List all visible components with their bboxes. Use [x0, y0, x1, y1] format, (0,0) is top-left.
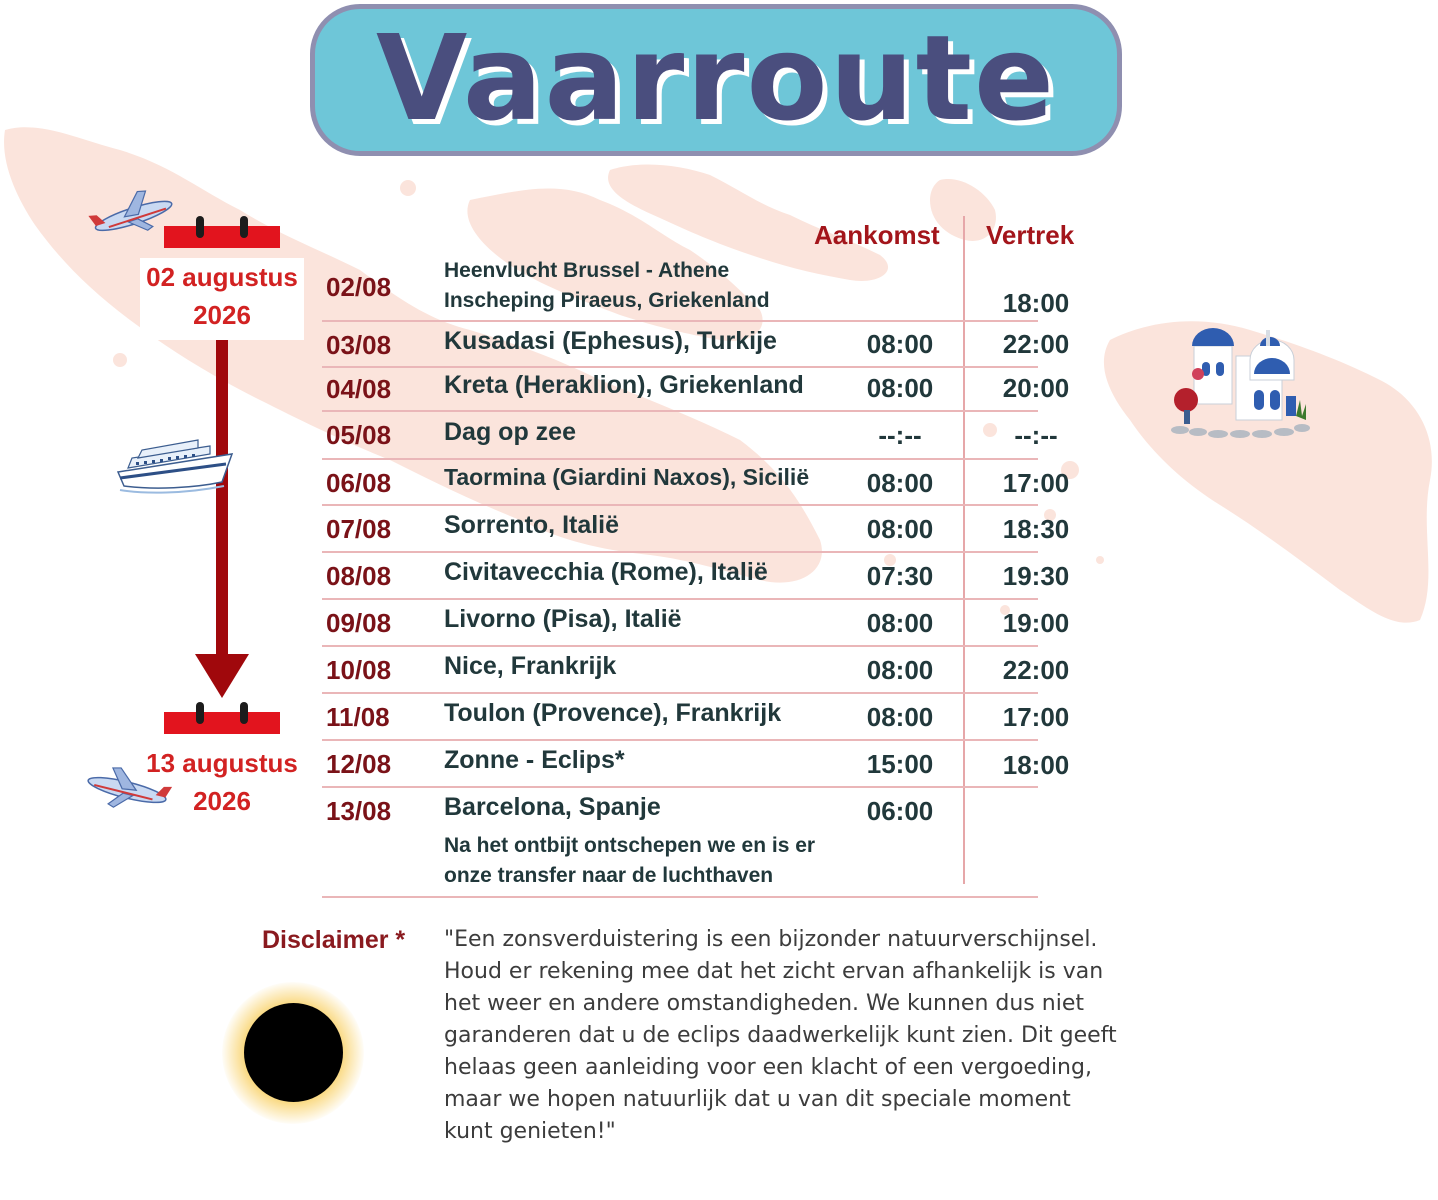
row-departure: 18:30 [1002, 514, 1070, 544]
row-arrival: --:-- [878, 420, 922, 450]
table-row [322, 368, 1070, 412]
row-departure: 17:00 [1002, 468, 1070, 498]
eclipse-disk [244, 1003, 343, 1102]
row-port: Zonne - Eclips* [444, 746, 625, 774]
disclaimer-label: Disclaimer * [262, 926, 406, 954]
end-date-line1: 13 augustus [146, 748, 298, 778]
row-port: Civitavecchia (Rome), Italië [444, 558, 768, 586]
row-port: Taormina (Giardini Naxos), Sicilië [444, 464, 810, 490]
row-arrival: 08:00 [866, 655, 934, 685]
row-date: 03/08 [326, 330, 392, 360]
row-departure: 20:00 [1002, 373, 1070, 403]
timeline-line [216, 340, 228, 660]
table-row [322, 647, 1070, 694]
table-row [322, 600, 1070, 647]
table-row [322, 506, 1070, 553]
row-port-note: onze transfer naar de luchthaven [444, 864, 774, 887]
row-departure: 22:00 [1002, 655, 1070, 685]
page-title: Vaarroute [375, 9, 1057, 147]
header-departure: Vertrek [986, 220, 1075, 250]
row-date: 06/08 [326, 468, 392, 498]
row-date: 12/08 [326, 749, 392, 779]
row-port: Kusadasi (Ephesus), Turkije [444, 327, 777, 355]
row-departure: --:-- [1014, 420, 1058, 450]
calendar-icon [164, 226, 280, 248]
row-date: 07/08 [326, 514, 392, 544]
row-arrival: 08:00 [866, 608, 934, 638]
table-row [322, 460, 1070, 506]
row-port-note: Na het ontbijt ontschepen we en is er [444, 834, 816, 857]
row-port: Toulon (Provence), Frankrijk [444, 699, 782, 727]
timeline-arrow-icon [195, 654, 249, 698]
cruise-ship-icon [114, 432, 236, 498]
row-date: 08/08 [326, 561, 392, 591]
santorini-church-icon [1166, 316, 1312, 446]
row-arrival: 15:00 [866, 749, 934, 779]
table-row [322, 412, 1058, 460]
start-date-line1: 02 augustus [146, 262, 298, 292]
row-date: 05/08 [326, 420, 392, 450]
table-row [322, 694, 1070, 741]
row-port: Heenvlucht Brussel - Athene [444, 259, 730, 282]
disclaimer-line: kunt genieten!" [444, 1119, 616, 1144]
disclaimer-line: "Een zonsverduistering is een bijzonder natuurverschijnsel. [444, 927, 1098, 952]
end-date-line2: 2026 [193, 786, 251, 816]
start-date-line2: 2026 [193, 300, 251, 330]
row-arrival: 08:00 [866, 329, 934, 359]
row-arrival: 08:00 [866, 514, 934, 544]
row-date: 13/08 [326, 796, 392, 826]
row-port: Nice, Frankrijk [444, 652, 617, 680]
table-row [322, 741, 1070, 788]
row-date: 09/08 [326, 608, 392, 638]
disclaimer-line: garanderen dat u de eclips daadwerkelijk kunt zien. Dit geeft [444, 1023, 1117, 1048]
table-row [322, 788, 1038, 898]
disclaimer-line: Houd er rekening mee dat het zicht ervan afhankelijk is van [444, 959, 1104, 984]
row-departure: 18:00 [1002, 750, 1070, 780]
disclaimer-line: maar we hopen natuurlijk dat u van dit speciale moment [444, 1087, 1071, 1112]
row-departure: 18:00 [1002, 288, 1070, 318]
row-date: 04/08 [326, 374, 392, 404]
airplane-icon [80, 766, 174, 814]
row-departure: 22:00 [1002, 329, 1070, 359]
table-row [322, 553, 1070, 600]
row-arrival: 06:00 [866, 796, 934, 826]
row-departure: 19:30 [1002, 561, 1070, 591]
row-date: 11/08 [326, 702, 390, 732]
start-date [140, 258, 304, 340]
calendar-icon [164, 712, 280, 734]
table-row [322, 254, 1070, 322]
disclaimer-text [444, 924, 1134, 1148]
header-arrival: Aankomst [814, 220, 940, 250]
row-port: Dag op zee [444, 418, 576, 446]
row-port: Sorrento, Italië [444, 511, 620, 539]
row-departure: 19:00 [1002, 608, 1070, 638]
row-arrival: 08:00 [866, 468, 934, 498]
row-arrival: 08:00 [866, 702, 934, 732]
row-departure: 17:00 [1002, 702, 1070, 732]
row-port-note: Inscheping Piraeus, Griekenland [444, 289, 770, 312]
row-arrival: 08:00 [866, 373, 934, 403]
row-arrival: 07:30 [866, 561, 934, 591]
disclaimer-line: het weer en andere omstandigheden. We kunnen dus niet [444, 991, 1084, 1016]
row-date: 02/08 [326, 272, 392, 302]
row-date: 10/08 [326, 655, 392, 685]
row-port: Kreta (Heraklion), Griekenland [444, 371, 804, 399]
disclaimer-line: helaas geen aanleiding voor een klacht of een vergoeding, [444, 1055, 1092, 1080]
row-port: Barcelona, Spanje [444, 793, 661, 821]
table-row [322, 322, 1070, 368]
row-port: Livorno (Pisa), Italië [444, 605, 682, 633]
